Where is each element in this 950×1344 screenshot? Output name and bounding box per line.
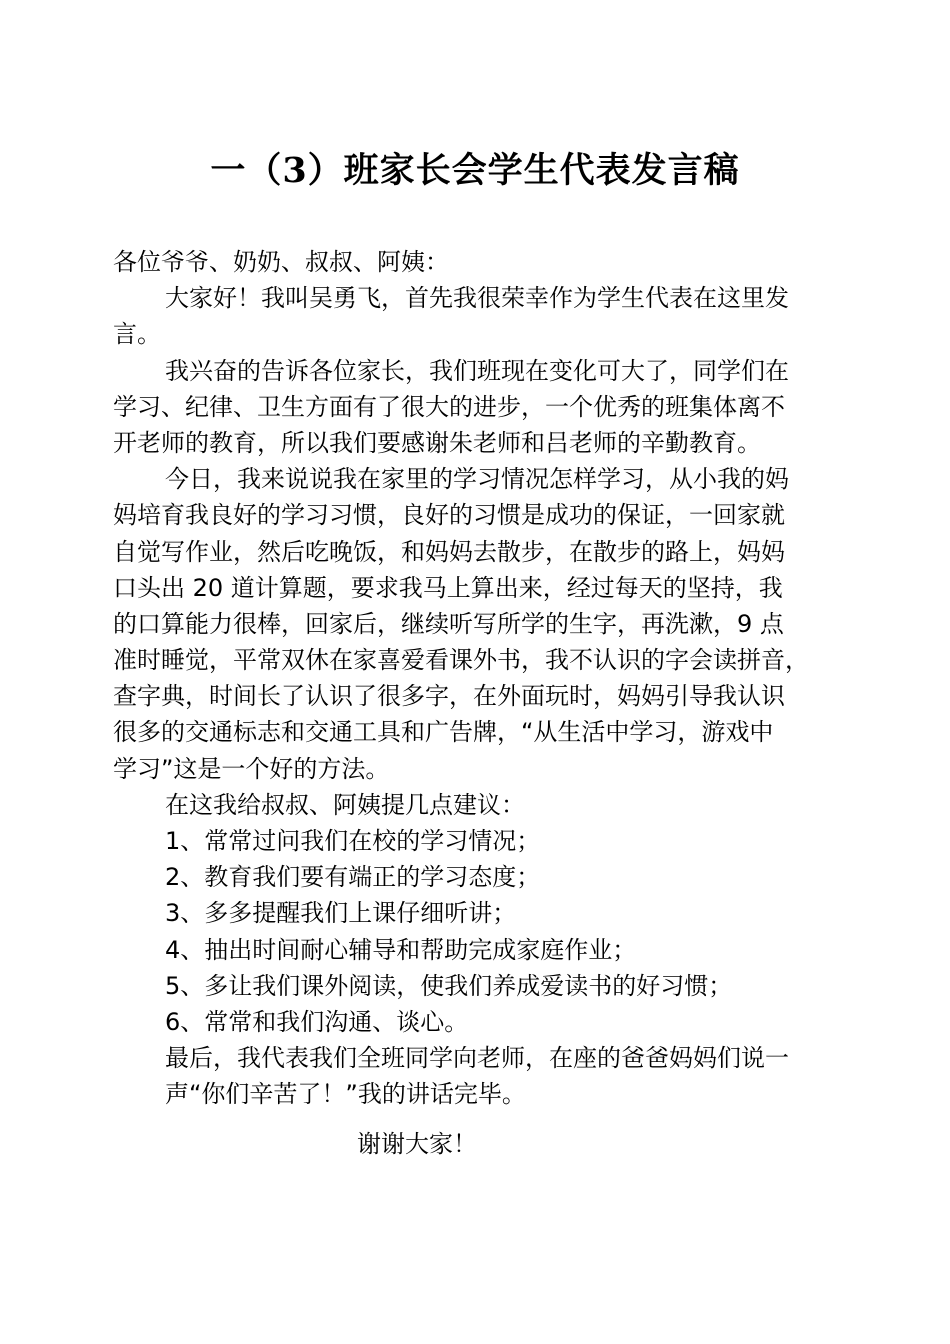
paragraph-line: 查字典，时间长了认识了很多字，在外面玩时，妈妈引导我认识 [113,682,785,711]
document-title: 一（3）班家长会学生代表发言稿 [210,150,740,191]
speech-body [113,244,853,1113]
paragraph-line: 准时睡觉，平常双休在家喜爱看课外书，我不认识的字会读拼音， [113,646,809,675]
paragraph-line: 我兴奋的告诉各位家长，我们班现在变化可大了，同学们在 [165,356,789,385]
paragraph-line: 学习”这是一个好的方法。 [113,754,390,783]
paragraph-line: 学习、纪律、卫生方面有了很大的进步，一个优秀的班集体离不 [113,392,785,421]
suggestion-item: 2、教育我们要有端正的学习态度； [165,863,541,892]
paragraph-line: 很多的交通标志和交通工具和广告牌，“从生活中学习，游戏中 [113,718,774,747]
paragraph-line: 言。 [113,320,161,349]
suggestion-item: 5、多让我们课外阅读，使我们养成爱读书的好习惯； [165,971,733,1000]
paragraph-line: 今日，我来说说我在家里的学习情况怎样学习，从小我的妈 [165,465,789,494]
paragraph-line: 的口算能力很棒，回家后，继续听写所学的生字，再洗漱，9 点 [113,609,784,638]
suggestion-item: 4、抽出时间耐心辅导和帮助完成家庭作业； [165,935,637,964]
paragraph-line: 妈培育我良好的学习习惯，良好的习惯是成功的保证，一回家就 [113,501,785,530]
paragraph-line: 最后，我代表我们全班同学向老师，在座的爸爸妈妈们说一 [165,1044,789,1073]
paragraph-line: 自觉写作业，然后吃晚饭，和妈妈去散步，在散步的路上，妈妈 [113,537,785,566]
paragraph-line: 开老师的教育，所以我们要感谢朱老师和吕老师的辛勤教育。 [113,428,761,457]
paragraph-line: 声“你们辛苦了！”我的讲话完毕。 [165,1080,526,1109]
suggestions-intro: 在这我给叔叔、阿姨提几点建议： [165,790,525,819]
suggestion-item: 3、多多提醒我们上课仔细听讲； [165,899,517,928]
suggestion-item: 6、常常和我们沟通、谈心。 [165,1007,469,1036]
closing-thanks: 谢谢大家！ [357,1130,477,1158]
suggestion-item: 1、常常过问我们在校的学习情况； [165,827,541,855]
greeting-line: 各位爷爷、奶奶、叔叔、阿姨： [113,248,449,276]
paragraph-line: 口头出 20 道计算题，要求我马上算出来，经过每天的坚持，我 [113,573,783,602]
paragraph-line: 大家好！我叫吴勇飞，首先我很荣幸作为学生代表在这里发 [165,284,789,313]
